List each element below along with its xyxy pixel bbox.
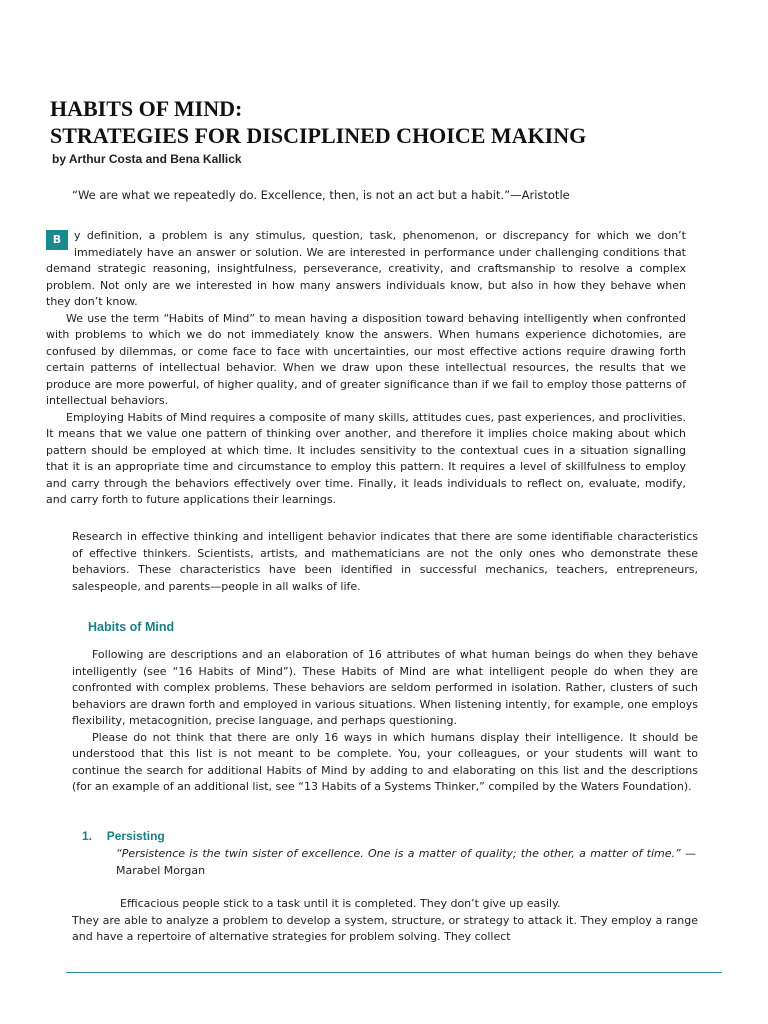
persisting-paragraph-1: Efficacious people stick to a task until it is completed. They don’t give up easily.	[120, 897, 561, 910]
persisting-body	[72, 896, 698, 946]
persisting-paragraph-2: They are able to analyze a problem to develop a system, structure, or strategy to attack it. They employ a range and have a repertoire of alternative strategies for problem solving. They collect	[72, 913, 698, 943]
epigraph: “We are what we repeatedly do. Excellence, then, is not an act but a habit.”—Aristotle	[72, 188, 570, 202]
intro-section	[46, 228, 686, 509]
habits-paragraph-2: Please do not think that there are only 16 ways in which humans display their intelligence. It should be understood that this list is not meant to be complete. You, your colleagues, or your students will want to continue the search for additional Habits of Mind by adding to and elaborating on this list and the descriptions (for an example of an additional list, see “13 Habits of a Systems Thinker,” compiled by the Waters Foundation).	[72, 730, 698, 793]
habits-paragraph-1: Following are descriptions and an elaboration of 16 attributes of what human beings do when they behave intelligently (see “16 Habits of Mind”). These Habits of Mind are what intelligent people do when they are confronted with complex problems. These behaviors are seldom performed in isolation. Rather, clusters of such behaviors are drawn forth and employed in various situations. When listening intently, for example, one employs flexibility, metacognition, precise language, and perhaps questioning.	[72, 648, 698, 727]
section-heading-habits-of-mind: Habits of Mind	[88, 620, 175, 634]
persisting-quote-text: “Persistence is the twin sister of excellence. One is a matter of quality; the other, a matter of time.”	[116, 847, 681, 860]
drop-cap: B	[46, 230, 68, 250]
habits-section	[72, 647, 698, 796]
persisting-quote-attribution: —Marabel Morgan	[116, 847, 696, 877]
list-item-number: 1.	[82, 829, 93, 843]
research-section	[72, 529, 698, 595]
intro-paragraph-3: Employing Habits of Mind requires a composite of many skills, attitudes cues, past experiences, and proclivities. It means that we value one pattern of thinking over another, and therefore it implies choice making about which pattern should be employed at which time. It includes sensitivity to the contextual cues in a situation signalling that it is an appropriate time and circumstance to employ this pattern. It requires a level of skillfulness to employ and carry through the behaviors effectively over time. Finally, it leads individuals to reflect on, evaluate, modify, and carry forth to future applications their learnings.	[46, 410, 686, 506]
page-title-line-2: STRATEGIES FOR DISCIPLINED CHOICE MAKING	[50, 123, 587, 148]
byline: by Arthur Costa and Bena Kallick	[52, 152, 242, 166]
list-item-label: Persisting	[106, 829, 165, 843]
list-item-persisting	[82, 829, 165, 843]
research-paragraph: Research in effective thinking and intelligent behavior indicates that there are some identifiable characteristics of effective thinkers. Scientists, artists, and mathematicians are not the only ones who demonstrate these behaviors. These characteristics have been identified in successful mechanics, teachers, entrepreneurs, salespeople, and parents—people in all walks of life.	[72, 530, 698, 593]
intro-paragraph-1	[46, 228, 686, 311]
footer-divider	[66, 972, 722, 973]
intro-paragraph-1-text: y definition, a problem is any stimulus, question, task, phenomenon, or discrepancy for which we don’t immediately have an answer or solution. We are interested in performance under challenging conditions that demand strategic reasoning, insightfulness, perseverance, creativity, and craftsmanship to resolve a complex problem. Not only are we interested in how many answers individuals know, but also in how they behave when they don’t know.	[46, 229, 686, 308]
persisting-quote	[116, 846, 696, 879]
page-title-line-1: HABITS OF MIND:	[50, 96, 243, 121]
intro-paragraph-2: We use the term “Habits of Mind” to mean having a disposition toward behaving intelligently when confronted with problems to which we do not immediately know the answers. When humans experience dichotomies, are confused by dilemmas, or come face to face with uncertainties, our most effective actions require drawing forth certain patterns of intellectual behavior. When we draw upon these intellectual resources, the results that we produce are more powerful, of higher quality, and of greater significance than if we fail to employ those patterns of intellectual behaviors.	[46, 311, 686, 407]
